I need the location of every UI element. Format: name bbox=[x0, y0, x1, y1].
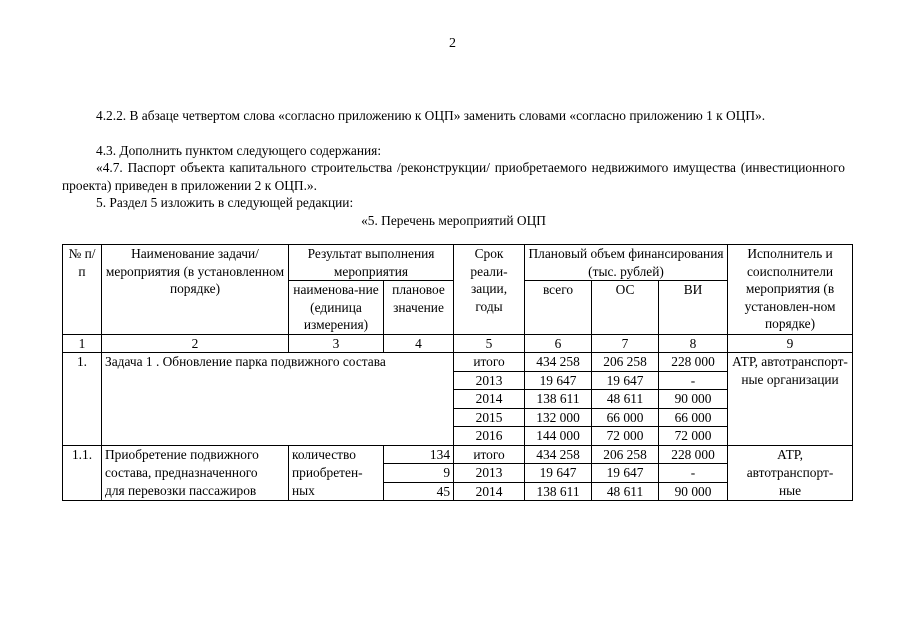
os-cell: 72 000 bbox=[592, 427, 659, 446]
total-cell: 138 611 bbox=[525, 390, 592, 409]
col-number: 7 bbox=[592, 334, 659, 353]
vi-cell: 72 000 bbox=[659, 427, 728, 446]
col-number: 2 bbox=[102, 334, 289, 353]
header-vi: ВИ bbox=[659, 281, 728, 335]
os-cell: 206 258 bbox=[592, 445, 659, 464]
table-row bbox=[63, 482, 853, 501]
year-cell: 2015 bbox=[454, 408, 525, 427]
task-executor: АТР, автотранспорт-ные организации bbox=[728, 353, 853, 446]
os-cell: 66 000 bbox=[592, 408, 659, 427]
vi-cell: 90 000 bbox=[659, 482, 728, 501]
total-cell: 19 647 bbox=[525, 464, 592, 483]
total-cell: 138 611 bbox=[525, 482, 592, 501]
column-numbers-row bbox=[63, 334, 853, 353]
vi-cell: 228 000 bbox=[659, 445, 728, 464]
header-financing: Плановый объем финансирования (тыс. рублей) bbox=[525, 245, 728, 281]
os-cell: 19 647 bbox=[592, 371, 659, 390]
vi-cell: - bbox=[659, 464, 728, 483]
col-number: 1 bbox=[63, 334, 102, 353]
year-cell: 2014 bbox=[454, 390, 525, 409]
item-unit: количество bbox=[289, 445, 384, 464]
header-term: Срок реали-зации, годы bbox=[454, 245, 525, 335]
col-number: 6 bbox=[525, 334, 592, 353]
year-cell: итого bbox=[454, 353, 525, 372]
task-number: 1. bbox=[63, 353, 102, 446]
header-task-name: Наименование задачи/мероприятия (в установленном порядке) bbox=[102, 245, 289, 335]
header-total: всего bbox=[525, 281, 592, 335]
vi-cell: - bbox=[659, 371, 728, 390]
header-result: Результат выполнения мероприятия bbox=[289, 245, 454, 281]
col-number: 8 bbox=[659, 334, 728, 353]
page-number: 2 bbox=[449, 36, 456, 51]
plan-value-cell: 9 bbox=[384, 464, 454, 483]
year-cell: 2013 bbox=[454, 464, 525, 483]
item-executor: ные bbox=[728, 482, 853, 501]
vi-cell: 228 000 bbox=[659, 353, 728, 372]
item-number-cont bbox=[63, 464, 102, 483]
os-cell: 19 647 bbox=[592, 464, 659, 483]
header-num: № п/п bbox=[63, 245, 102, 335]
year-cell: 2016 bbox=[454, 427, 525, 446]
item-name: состава, предназначенного bbox=[102, 464, 289, 483]
item-name: для перевозки пассажиров bbox=[102, 482, 289, 501]
table-row bbox=[63, 353, 853, 372]
header-executor: Исполнитель и соисполнители мероприятия (в установлен-ном порядке) bbox=[728, 245, 853, 335]
os-cell: 48 611 bbox=[592, 390, 659, 409]
item-executor: автотранспорт- bbox=[728, 464, 853, 483]
total-cell: 434 258 bbox=[525, 353, 592, 372]
item-number-cont bbox=[63, 482, 102, 501]
vi-cell: 66 000 bbox=[659, 408, 728, 427]
item-name: Приобретение подвижного bbox=[102, 445, 289, 464]
col-number: 4 bbox=[384, 334, 454, 353]
vi-cell: 90 000 bbox=[659, 390, 728, 409]
paragraph-4-3: 4.3. Дополнить пунктом следующего содержания: bbox=[96, 143, 382, 158]
paragraph-4-2-2: 4.2.2. В абзаце четвертом слова «согласно приложению к ОЦП» заменить словами «согласно приложению 1 к ОЦП». bbox=[96, 108, 766, 123]
plan-value-cell: 45 bbox=[384, 482, 454, 501]
section-title: «5. Перечень мероприятий ОЦП bbox=[361, 213, 546, 228]
paragraph-5: 5. Раздел 5 изложить в следующей редакции: bbox=[96, 195, 354, 210]
item-unit: ных bbox=[289, 482, 384, 501]
os-cell: 48 611 bbox=[592, 482, 659, 501]
measures-table bbox=[62, 244, 853, 501]
plan-value-cell: 134 bbox=[384, 445, 454, 464]
year-cell: 2014 bbox=[454, 482, 525, 501]
paragraph-4-7: «4.7. Паспорт объекта капитального строительства /реконструкции/ приобретаемого недвижимого имущества (инвестиционного проекта) приведен в приложении 2 к ОЦП.». bbox=[62, 160, 845, 193]
header-unit: наименова-ние (единица измерения) bbox=[289, 281, 384, 335]
item-unit: приобретен- bbox=[289, 464, 384, 483]
col-number: 3 bbox=[289, 334, 384, 353]
year-cell: итого bbox=[454, 445, 525, 464]
os-cell: 206 258 bbox=[592, 353, 659, 372]
year-cell: 2013 bbox=[454, 371, 525, 390]
table-row bbox=[63, 445, 853, 464]
header-row-1 bbox=[63, 245, 853, 281]
table-row bbox=[63, 464, 853, 483]
col-number: 9 bbox=[728, 334, 853, 353]
total-cell: 434 258 bbox=[525, 445, 592, 464]
task-name: Задача 1 . Обновление парка подвижного состава bbox=[102, 353, 454, 446]
item-number: 1.1. bbox=[63, 445, 102, 464]
total-cell: 144 000 bbox=[525, 427, 592, 446]
header-plan-value: плановое значение bbox=[384, 281, 454, 335]
item-executor: АТР, bbox=[728, 445, 853, 464]
total-cell: 132 000 bbox=[525, 408, 592, 427]
total-cell: 19 647 bbox=[525, 371, 592, 390]
header-os: ОС bbox=[592, 281, 659, 335]
col-number: 5 bbox=[454, 334, 525, 353]
